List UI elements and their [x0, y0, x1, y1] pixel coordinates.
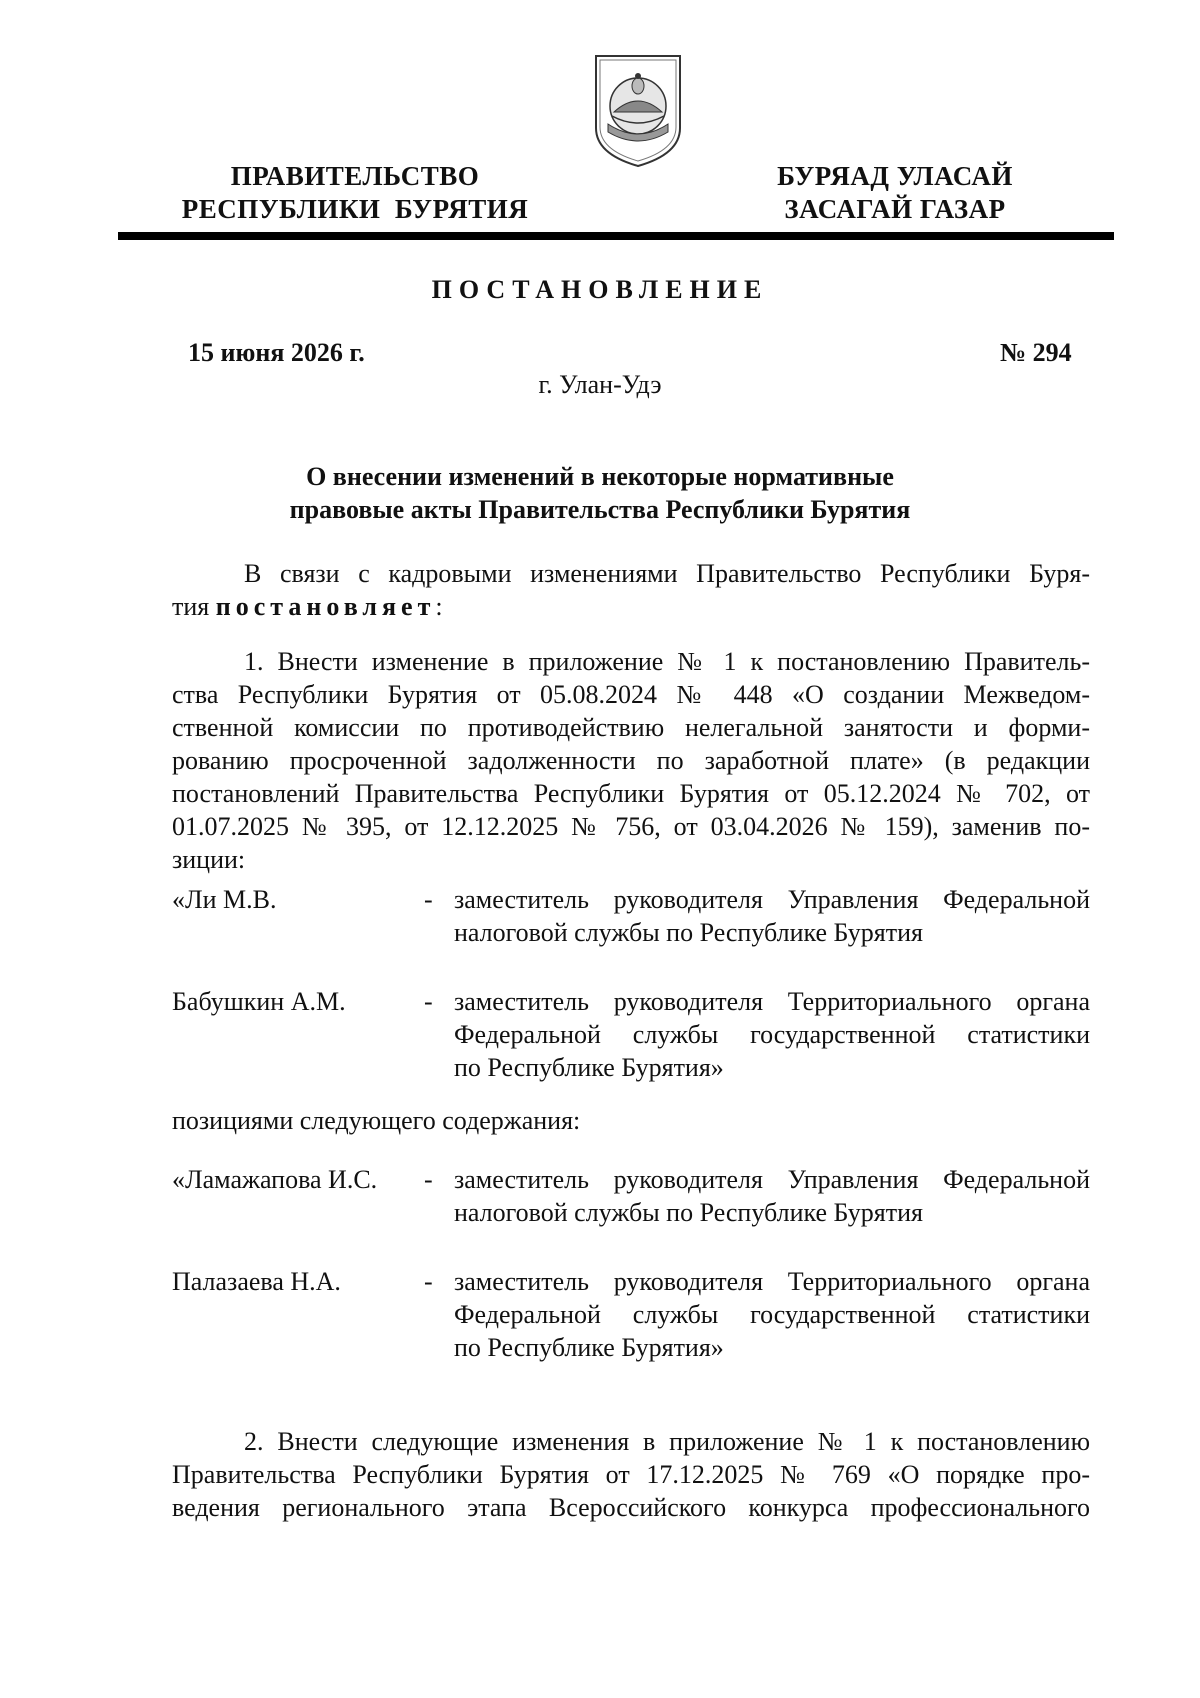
- position-description-line: налоговой службы по Республике Бурятия: [454, 918, 923, 947]
- coat-of-arms-icon: [590, 50, 686, 170]
- position-dash: -: [424, 885, 433, 914]
- preamble-line2-start: тия: [172, 592, 216, 621]
- item-1-line: рованию просроченной задолженности по заработной плате» (в редакции: [172, 746, 1090, 775]
- position-description-line: Федеральной службы государственной статистики: [454, 1020, 1090, 1049]
- item-2: [172, 1425, 1090, 1524]
- item-1-line: ства Республики Бурятия от 05.08.2024 № 448 «О создании Межведом-: [172, 680, 1090, 709]
- header-divider: [118, 232, 1114, 240]
- document-date: 15 июня 2026 г.: [188, 338, 365, 367]
- document-subject: [200, 460, 1000, 526]
- position-description-line: заместитель руководителя Территориального органа: [454, 987, 1090, 1016]
- decree-word: постановляет: [215, 592, 436, 621]
- replacement-intro: [172, 1104, 1090, 1137]
- document-city: г. Улан-Удэ: [538, 370, 662, 399]
- government-name-line2: РЕСПУБЛИКИ БУРЯТИЯ: [181, 194, 529, 224]
- replacement-intro-text: позициями следующего содержания:: [172, 1106, 581, 1135]
- item-1-line: ственной комиссии по противодействию нелегальной занятости и форми-: [172, 713, 1090, 742]
- government-name-buryat-line1: БУРЯАД УЛАСАЙ: [777, 161, 1013, 191]
- position-description: [454, 883, 1090, 949]
- document-type: ПОСТАНОВЛЕНИЕ: [431, 275, 769, 304]
- position-description: [454, 1265, 1090, 1364]
- position-description-line: заместитель руководителя Территориального органа: [454, 1267, 1090, 1296]
- document-number: № 294: [1000, 338, 1072, 367]
- position-description: [454, 1163, 1090, 1229]
- government-name-buryat: [740, 160, 1050, 226]
- item-2-line: ведения регионального этапа Всероссийского конкурса профессионального: [172, 1493, 1090, 1522]
- item-1-line: постановлений Правительства Республики Бурятия от 05.12.2024 № 702, от: [172, 779, 1090, 808]
- position-name: «Ли М.В.: [172, 885, 277, 914]
- item-2-line: Правительства Республики Бурятия от 17.12.2025 № 769 «О порядке про-: [172, 1460, 1090, 1489]
- government-name-russian: [160, 160, 550, 226]
- position-description-line: заместитель руководителя Управления Федеральной: [454, 1165, 1090, 1194]
- preamble-line2: [172, 590, 1090, 623]
- position-description-line: Федеральной службы государственной статистики: [454, 1300, 1090, 1329]
- government-name-buryat-line2: ЗАСАГАЙ ГАЗАР: [784, 194, 1006, 224]
- item-2-line: 2. Внести следующие изменения в приложение № 1 к постановлению: [244, 1427, 1090, 1456]
- preamble: [172, 557, 1090, 623]
- item-1-line: 1. Внести изменение в приложение № 1 к постановлению Правитель-: [244, 647, 1090, 676]
- position-name: Палазаева Н.А.: [172, 1267, 341, 1296]
- item-1-line: зиции:: [172, 845, 246, 874]
- item-1-line: 01.07.2025 № 395, от 12.12.2025 № 756, от 03.04.2026 № 159), заменив по-: [172, 812, 1090, 841]
- position-dash: -: [424, 987, 433, 1016]
- preamble-line2-end: :: [435, 592, 443, 621]
- position-description-line: налоговой службы по Республике Бурятия: [454, 1198, 923, 1227]
- position-description-line: по Республике Бурятия»: [454, 1333, 724, 1362]
- position-description-line: заместитель руководителя Управления Федеральной: [454, 885, 1090, 914]
- government-name-line1: ПРАВИТЕЛЬСТВО: [230, 161, 480, 191]
- position-dash: -: [424, 1267, 433, 1296]
- position-name: Бабушкин А.М.: [172, 987, 346, 1016]
- subject-line2: правовые акты Правительства Республики Бурятия: [289, 495, 911, 524]
- subject-line1: О внесении изменений в некоторые нормативные: [306, 462, 894, 491]
- position-description: [454, 985, 1090, 1084]
- position-dash: -: [424, 1165, 433, 1194]
- position-description-line: по Республике Бурятия»: [454, 1053, 724, 1082]
- preamble-line1: В связи с кадровыми изменениями Правительство Республики Буря-: [244, 559, 1090, 588]
- item-1: [172, 645, 1090, 876]
- position-name: «Ламажапова И.С.: [172, 1165, 378, 1194]
